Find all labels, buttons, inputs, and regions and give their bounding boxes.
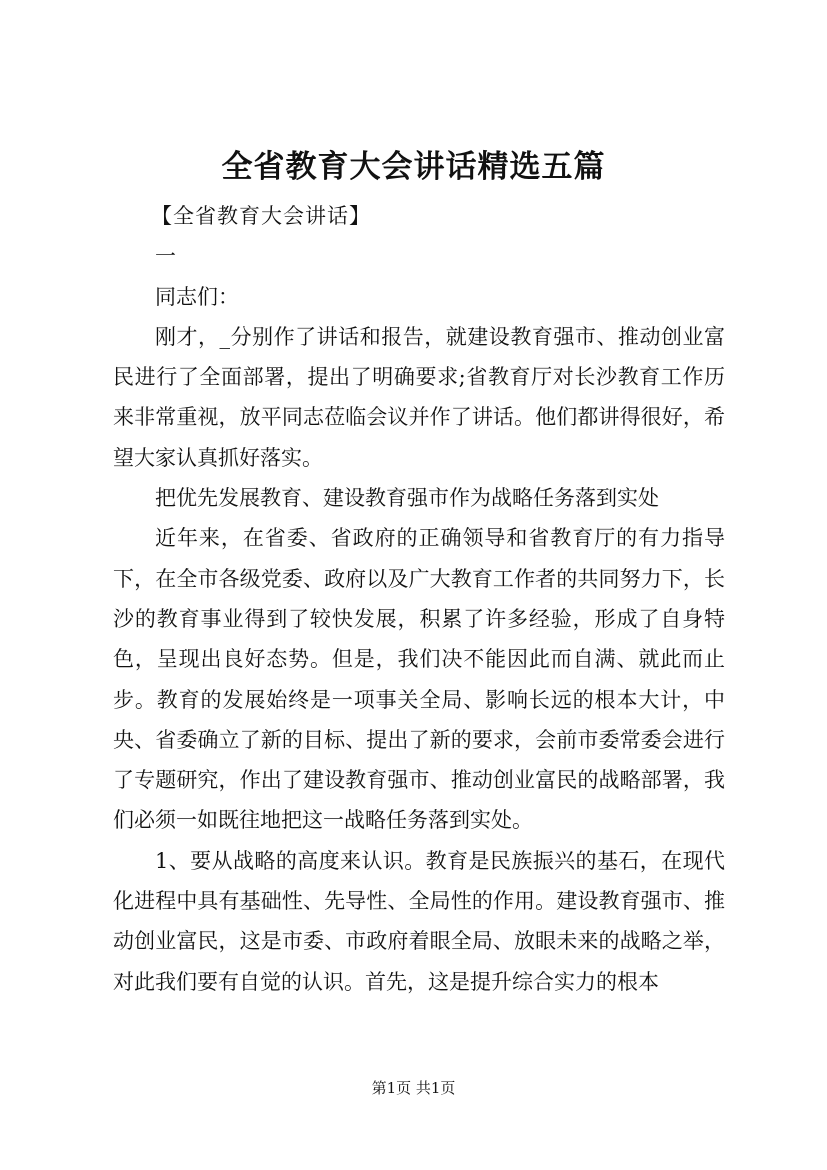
section-number: 一 <box>155 244 176 269</box>
paragraph: 刚才，_分别作了讲话和报告，就建设教育强市、推动创业富民进行了全面部署，提出了明确要求;省教育厅对长沙教育工作历来非常重视，放平同志莅临会议并作了讲话。他们都讲得很好，希望大家认真抓好落实。 <box>113 324 725 470</box>
document-body <box>113 196 725 1002</box>
salutation: 同志们： <box>155 284 239 309</box>
document-title: 全省教育大会讲话精选五篇 <box>221 149 606 185</box>
section-heading: 【全省教育大会讲话】 <box>151 204 371 228</box>
paragraph: 1、要从战略的高度来认识。教育是民族振兴的基石，在现代化进程中具有基础性、先导性、全局性的作用。建设教育强市、推动创业富民，这是市委、市政府着眼全局、放眼未来的战略之举，对此我们要有自觉的认识。首先，这是提升综合实力的根本 <box>113 848 725 994</box>
subheading: 把优先发展教育、建设教育强市作为战略任务落到实处 <box>155 486 659 511</box>
paragraph: 近年来，在省委、省政府的正确领导和省教育厅的有力指导下，在全市各级党委、政府以及广大教育工作者的共同努力下，长沙的教育事业得到了较快发展，积累了许多经验，形成了自身特色，呈现出良好态势。但是，我们决不能因此而自满、就此而止步。教育的发展始终是一项事关全局、影响长远的根本大计，中央、省委确立了新的目标、提出了新的要求，会前市委常委会进行了专题研究，作出了建设教育强市、推动创业富民的战略部署，我们必须一如既往地把这一战略任务落到实处。 <box>113 526 725 833</box>
page-number-footer: 第1页 共1页 <box>371 1079 456 1097</box>
